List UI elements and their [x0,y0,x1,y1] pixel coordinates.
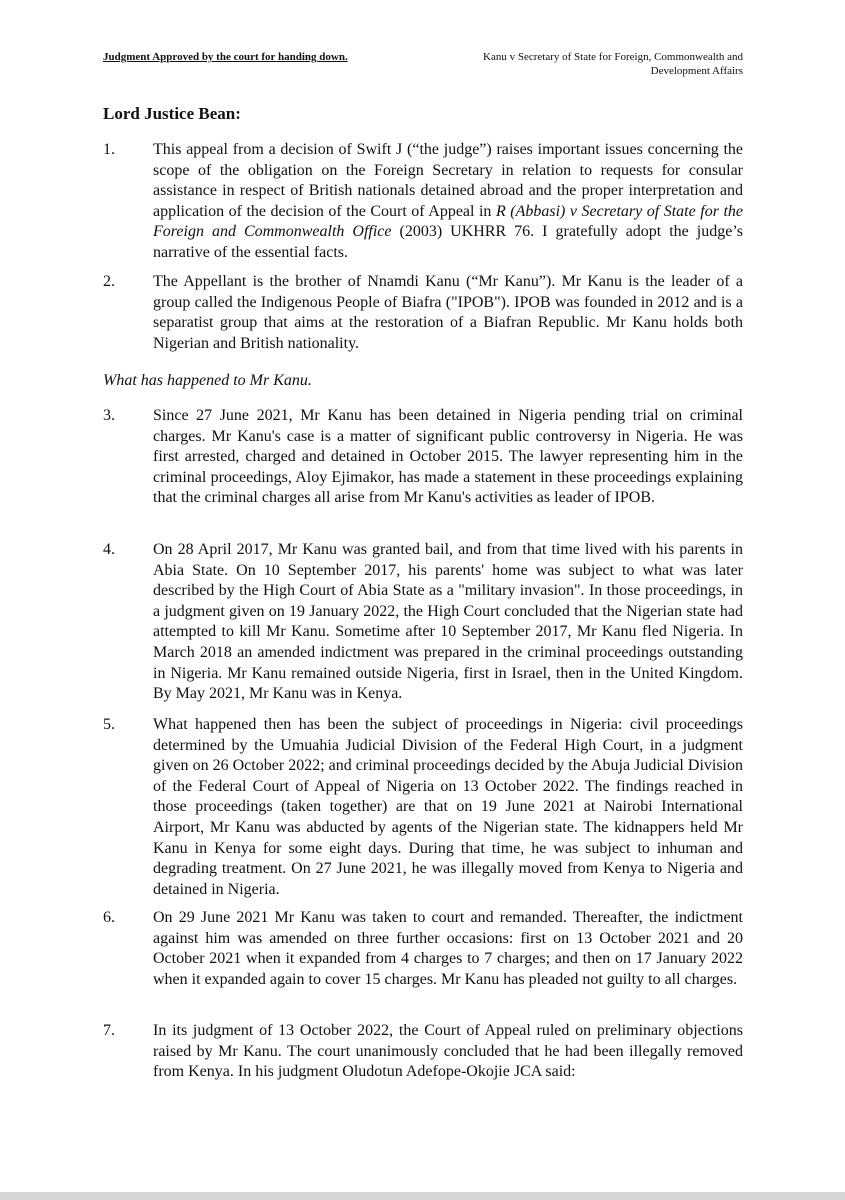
paragraph-number: 6. [103,909,115,926]
paragraph-text: Since 27 June 2021, Mr Kanu has been detained in Nigeria pending trial on criminal charges. Mr Kanu's case is a matter of significant public controversy in Nigeria. He was first arrested, charged and detained in October 2015. The lawyer representing him in the criminal proceedings, Aloy Ejimakor, has made a statement in these proceedings explaining that the criminal charges all arise from Mr Kanu's activities as leader of IPOB. [153,407,743,507]
paragraph-text-part: (2003) UKHRR 76. I gratefully adopt the judge’s narrative of the essential facts. [153,223,743,261]
paragraph-5 [103,715,743,900]
paragraph-number: 3. [103,407,115,424]
judge-heading: Lord Justice Bean: [103,104,241,123]
paragraph-text [153,140,743,264]
paragraph-number: 5. [103,716,115,733]
paragraph-text: On 28 April 2017, Mr Kanu was granted bail, and from that time lived with his parents in Abia State. On 10 September 2017, his parents' home was subject to what was later described by the High Court of Abia State as a "military invasion". In those proceedings, in a judgment given on 19 January 2022, the High Court concluded that the Nigerian state had attempted to kill Mr Kanu. Sometime after 10 September 2017, Mr Kanu fled Nigeria. In March 2018 an amended indictment was prepared in the criminal proceedings outstanding in Nigeria. Mr Kanu remained outside Nigeria, first in Israel, then in the United Kingdom. By May 2021, Mr Kanu was in Kenya. [153,541,743,703]
paragraph-number: 4. [103,541,115,558]
paragraph-2 [103,272,743,354]
paragraph-3 [103,406,743,509]
paragraph-number: 1. [103,141,115,158]
case-citation-name: R (Abbasi) v Secretary of State for the Foreign and Commonwealth Office [153,202,743,241]
running-header-case-title-line1: Kanu v Secretary of State for Foreign, Commonwealth and [483,51,743,63]
running-header-case-title-line2: Development Affairs [650,65,743,77]
paragraph-1 [103,140,743,264]
paragraph-text: The Appellant is the brother of Nnamdi Kanu (“Mr Kanu”). Mr Kanu is the leader of a group called the Indigenous People of Biafra ("IPOB"). IPOB was founded in 2012 and is a separatist group that aims at the restoration of a Biafran Republic. Mr Kanu holds both Nigerian and British nationality. [153,273,743,352]
paragraph-text: In its judgment of 13 October 2022, the Court of Appeal ruled on preliminary objections raised by Mr Kanu. The court unanimously concluded that he had been illegally removed from Kenya. In his judgment Oludotun Adefope-Okojie JCA said: [153,1022,743,1081]
paragraph-6 [103,908,743,990]
paragraph-4 [103,540,743,705]
paragraph-text: On 29 June 2021 Mr Kanu was taken to court and remanded. Thereafter, the indictment against him was amended on three further occasions: first on 13 October 2021 and 20 October 2021 when it expanded from 4 charges to 7 charges; and then on 17 January 2022 when it expanded again to cover 15 charges. Mr Kanu has pleaded not guilty to all charges. [153,909,743,988]
running-header-case-title [460,50,743,78]
paragraph-number: 7. [103,1022,115,1039]
running-header-status: Judgment Approved by the court for handing down. [103,51,348,63]
paragraph-number: 2. [103,273,115,290]
paragraph-text-part: This appeal from a decision of Swift J (“the judge”) raises important issues concerning the scope of the obligation on the Foreign Secretary in relation to requests for consular assistance in respect of British nationals detained abroad and the proper interpretation and application of the decision of the Court of Appeal in [153,141,743,220]
paragraph-7 [103,1021,743,1083]
page-bottom-edge [0,1192,845,1200]
section-heading: What has happened to Mr Kanu. [103,372,312,389]
paragraph-text: What happened then has been the subject of proceedings in Nigeria: civil proceedings determined by the Umuahia Judicial Division of the Federal High Court, in a judgment given on 26 October 2022; and criminal proceedings decided by the Abuja Judicial Division of the Federal Court of Appeal of Nigeria on 13 October 2022. The findings reached in those proceedings (taken together) are that on 19 June 2021 at Nairobi International Airport, Mr Kanu was abducted by agents of the Nigerian state. The kidnappers held Mr Kanu in Kenya for some eight days. During that time, he was subject to inhuman and degrading treatment. On 27 June 2021, he was illegally moved from Kenya to Nigeria and detained in Nigeria. [153,716,743,898]
